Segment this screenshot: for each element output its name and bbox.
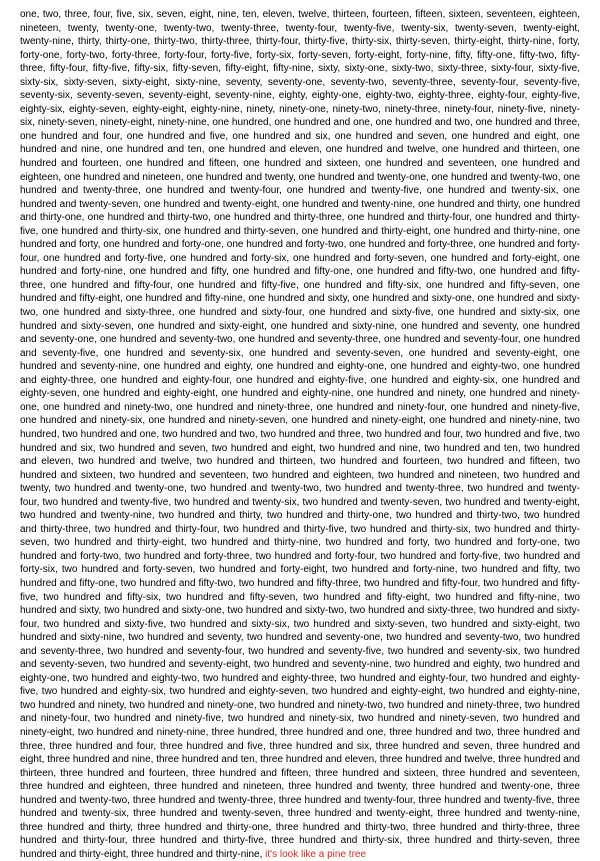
count-sequence-text: one, two, three, four, five, six, seven, eight, nine, ten, eleven, twelve, thirteen, fourteen, fifteen, sixteen, seventeen, eighteen, nineteen, twenty, twenty-one, twenty-two, twenty-three, twenty-four, twenty-five, twenty-six, twenty-seven, twenty-eight, twenty-nine, thirty, thirty-one, thirty-two, thirty-three, thirty-four, thirty-five, thirty-six, thirty-seven, thirty-eight, thirty-nine, forty, forty-one, forty-two, forty-three, forty-four, forty-five, forty-six, forty-seven, forty-eight, forty-nine, fifty, fifty-one, fifty-two, fifty-three, fifty-four, fifty-five, fifty-six, fifty-seven, fifty-eight, fifty-nine, sixty, sixty-one, sixty-two, sixty-three, sixty-four, sixty-five, sixty-six, sixty-seven, sixty-eight, sixty-nine, seventy, seventy-one, seventy-two, seventy-three, seventy-four, seventy-five, seventy-six, seventy-seven, seventy-eight, seventy-nine, eighty, eighty-one, eighty-two, eighty-three, eighty-four, eighty-five, eighty-six, eighty-seven, eighty-eight, eighty-nine, ninety, ninety-one, ninety-two, ninety-three, ninety-four, ninety-five, ninety-six, ninety-seven, ninety-eight, ninety-nine, one hundred, one hundred and one, one hundred and two, one hundred and three, one hundred and four, one hundred and five, one hundred and six, one hundred and seven, one hundred and eight, one hundred and nine, one hundred and ten, one hundred and eleven, one hundred and twelve, one hundred and thirteen, one hundred and fourteen, one hundred and fifteen, one hundred and sixteen, one hundred and seventeen, one hundred and eighteen, one hundred and nineteen, one hundred and twenty, one hundred and twenty-one, one hundred and twenty-two, one hundred and twenty-three, one hundred and twenty-four, one hundred and twenty-five, one hundred and twenty-six, one hundred and twenty-seven, one hundred and twenty-eight, one hundred and twenty-nine, one hundred and thirty, one hundred and thirty-one, one hundred and thirty-two, one hundred and thirty-three, one hundred and thirty-four, one hundred and thirty-five, one hundred and thirty-six, one hundred and thirty-seven, one hundred and thirty-eight, one hundred and thirty-nine, one hundred and forty, one hundred and forty-one, one hundred and forty-two, one hundred and forty-three, one hundred and forty-four, one hundred and forty-five, one hundred and forty-six, one hundred and forty-seven, one hundred and forty-eight, one hundred and forty-nine, one hundred and fifty, one hundred and fifty-one, one hundred and fifty-two, one hundred and fifty-three, one hundred and fifty-four, one hundred and fifty-five, one hundred and fifty-six, one hundred and fifty-seven, one hundred and fifty-eight, one hundred and fifty-nine, one hundred and sixty, one hundred and sixty-one, one hundred and sixty-two, one hundred and sixty-three, one hundred and sixty-four, one hundred and sixty-five, one hundred and sixty-six, one hundred and sixty-seven, one hundred and sixty-eight, one hundred and sixty-nine, one hundred and seventy, one hundred and seventy-one, one hundred and seventy-two, one hundred and seventy-three, one hundred and seventy-four, one hundred and seventy-five, one hundred and seventy-six, one hundred and seventy-seven, one hundred and seventy-eight, one hundred and seventy-nine, one hundred and eighty, one hundred and eighty-one, one hundred and eighty-two, one hundred and eighty-three, one hundred and eighty-four, one hundred and eighty-five, one hundred and eighty-six, one hundred and eighty-seven, one hundred and eighty-eight, one hundred and eighty-nine, one hundred and ninety, one hundred and ninety-one, one hundred and ninety-two, one hundred and ninety-three, one hundred and ninety-four, one hundred and ninety-five, one hundred and ninety-six, one hundred and ninety-seven, one hundred and ninety-eight, one hundred and ninety-nine, two hundred, two hundred and one, two hundred and two, two hundred and three, two hundred and four, two hundred and five, two hundred and six, two hundred and seven, two hundred and eight, two hundred and nine, two hundred and ten, two hundred and eleven, two hundred and twelve, two hundred and thirteen, two hundred and fourteen, two hundred and fifteen, two hundred and sixteen, two hundred and seventeen, two hundred and eighteen, two hundred and nineteen, two hundred and twenty, two hundred and twenty-one, two hundred and twenty-two, two hundred and twenty-three, two hundred and twenty-four, two hundred and twenty-five, two hundred and twenty-six, two hundred and twenty-seven, two hundred and twenty-eight, two hundred and twenty-nine, two hundred and thirty, two hundred and thirty-one, two hundred and thirty-two, two hundred and thirty-three, two hundred and thirty-four, two hundred and thirty-five, two hundred and thirty-six, two hundred and thirty-seven, two hundred and thirty-eight, two hundred and thirty-nine, two hundred and forty, two hundred and forty-one, two hundred and forty-two, two hundred and forty-three, two hundred and forty-four, two hundred and forty-five, two hundred and forty-six, two hundred and forty-seven, two hundred and forty-eight, two hundred and forty-nine, two hundred and fifty, two hundred and fifty-one, two hundred and fifty-two, two hundred and fifty-three, two hundred and fifty-four, two hundred and fifty-five, two hundred and fifty-six, two hundred and fifty-seven, two hundred and fifty-eight, two hundred and fifty-nine, two hundred and sixty, two hundred and sixty-one, two hundred and sixty-two, two hundred and sixty-three, two hundred and sixty-four, two hundred and sixty-five, two hundred and sixty-six, two hundred and sixty-seven, two hundred and sixty-eight, two hundred and sixty-nine, two hundred and seventy, two hundred and seventy-one, two hundred and seventy-two, two hundred and seventy-three, two hundred and seventy-four, two hundred and seventy-five, two hundred and seventy-six, two hundred and seventy-seven, two hundred and seventy-eight, two hundred and seventy-nine, two hundred and eighty, two hundred and eighty-one, two hundred and eighty-two, two hundred and eighty-three, two hundred and eighty-four, two hundred and eighty-five, two hundred and eighty-six, two hundred and eighty-seven, two hundred and eighty-eight, two hundred and eighty-nine, two hundred and ninety, two hundred and ninety-one, two hundred and ninety-two, two hundred and ninety-three, two hundred and ninety-four, two hundred and ninety-five, two hundred and ninety-six, two hundred and ninety-seven, two hundred and ninety-eight, two hundred and ninety-nine, three hundred, three hundred and one, three hundred and two, three hundred and three, three hundred and four, three hundred and five, three hundred and six, three hundred and seven, three hundred and eight, three hundred and nine, three hundred and ten, three hundred and eleven, three hundred and twelve, three hundred and thirteen, three hundred and fourteen, three hundred and fifteen, three hundred and sixteen, three hundred and seventeen, three hundred and eighteen, three hundred and nineteen, three hundred and twenty, three hundred and twenty-one, three hundred and twenty-two, three hundred and twenty-three, three hundred and twenty-four, three hundred and twenty-five, three hundred and twenty-six, three hundred and twenty-seven, three hundred and twenty-eight, three hundred and twenty-nine, three hundred and thirty, three hundred and thirty-one, three hundred and thirty-two, three hundred and thirty-three, three hundred and thirty-four, three hundred and thirty-five, three hundred and thirty-six, three hundred and thirty-seven, three hundred and thirty-eight, three hundred and thirty-nine, — [20, 9, 580, 860]
counting-paragraph — [20, 8, 580, 861]
punchline-text: it's look like a pine tree — [265, 848, 367, 860]
text-page — [20, 8, 580, 860]
